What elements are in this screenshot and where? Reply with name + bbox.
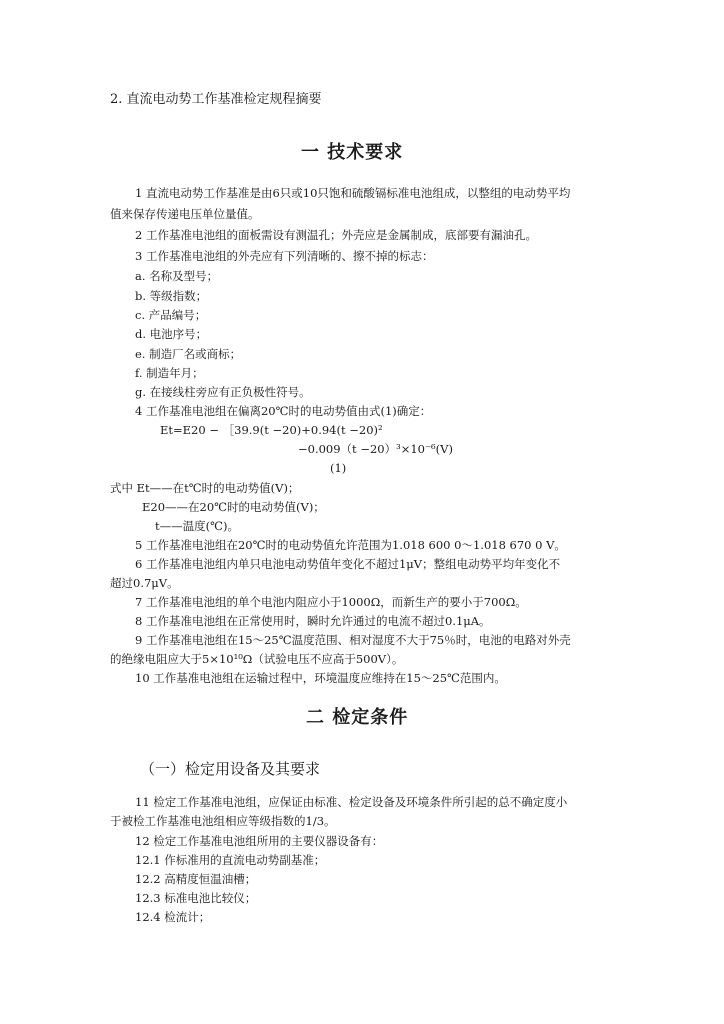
- paragraph-line: 6 工作基准电池组内单只电池电动势值年变化不超过1μV；整组电动势平均年变化不: [135, 557, 561, 571]
- list-item: d. 电池序号；: [135, 327, 208, 341]
- list-item: e. 制造厂名或商标；: [135, 347, 242, 361]
- list-item: g. 在接线柱旁应有正负极性符号。: [135, 385, 311, 399]
- subsection-title: （一）检定用设备及其要求: [140, 760, 321, 778]
- document-title: 2. 直流电动势工作基准检定规程摘要: [110, 92, 322, 107]
- paragraph-line: 的绝缘电阻应大于5×10¹⁰Ω（试验电压不应高于500V）。: [110, 652, 404, 666]
- paragraph-line: 值来保存传递电压单位量值。: [110, 207, 260, 221]
- list-item: 12.4 检流计；: [135, 910, 211, 924]
- where-line: 式中 Et——在t℃时的电动势值(V)；: [110, 481, 300, 495]
- paragraph-line: 超过0.7μV。: [110, 576, 179, 590]
- section-2-title: 二 检定条件: [306, 707, 409, 728]
- paragraph-line: 9 工作基准电池组在15～25℃温度范围、相对湿度不大于75％时，电池的电路对外壳: [135, 633, 571, 647]
- section-1-title: 一 技术要求: [301, 142, 404, 163]
- paragraph-line: 8 工作基准电池组在正常使用时，瞬时允许通过的电流不超过0.1μA。: [135, 614, 491, 628]
- paragraph-line: 10 工作基准电池组在运输过程中，环境温度应维持在15～25℃范围内。: [135, 671, 506, 685]
- list-item: 12.1 作标准用的直流电动势副基准；: [135, 853, 326, 867]
- paragraph-line: 7 工作基准电池组的单个电池内阻应小于1000Ω，而新生产的要小于700Ω。: [135, 595, 527, 609]
- list-item: 12.2 高精度恒温油槽；: [135, 872, 257, 886]
- formula-line-2: −0.009（t −20）³×10⁻⁶(V): [298, 442, 453, 456]
- where-line: t——温度(℃)。: [155, 519, 239, 533]
- where-line: E20——在20℃时的电动势值(V)；: [142, 500, 325, 514]
- paragraph-line: 于被检工作基准电池组相应等级指数的1/3。: [110, 814, 336, 828]
- paragraph-line: 3 工作基准电池组的外壳应有下列清晰的、擦不掉的标志：: [135, 249, 434, 263]
- paragraph-line: 5 工作基准电池组在20℃时的电动势值允许范围为1.018 600 0～1.018 670 0 V。: [135, 538, 566, 552]
- formula-line-1: Et=E20 − ［39.9(t −20)+0.94(t −20)²: [160, 423, 383, 437]
- formula-label: (1): [330, 461, 347, 475]
- list-item: f. 制造年月；: [135, 366, 204, 380]
- paragraph-line: 11 检定工作基准电池组，应保证由标准、检定设备及环境条件所引起的总不确定度小: [135, 795, 568, 809]
- paragraph-line: 4 工作基准电池组在偏离20℃时的电动势值由式(1)确定：: [135, 404, 432, 418]
- paragraph-line: 1 直流电动势工作基准是由6只或10只饱和硫酸镉标准电池组成，以整组的电动势平均: [135, 186, 571, 200]
- paragraph-line: 2 工作基准电池组的面板需设有测温孔；外壳应是金属制成，底部要有漏油孔。: [135, 228, 537, 242]
- list-item: a. 名称及型号；: [135, 269, 219, 283]
- paragraph-line: 12 检定工作基准电池组所用的主要仪器设备有：: [135, 834, 384, 848]
- list-item: b. 等级指数；: [135, 289, 208, 303]
- list-item: 12.3 标准电池比较仪；: [135, 891, 257, 905]
- list-item: c. 产品编号；: [135, 308, 207, 322]
